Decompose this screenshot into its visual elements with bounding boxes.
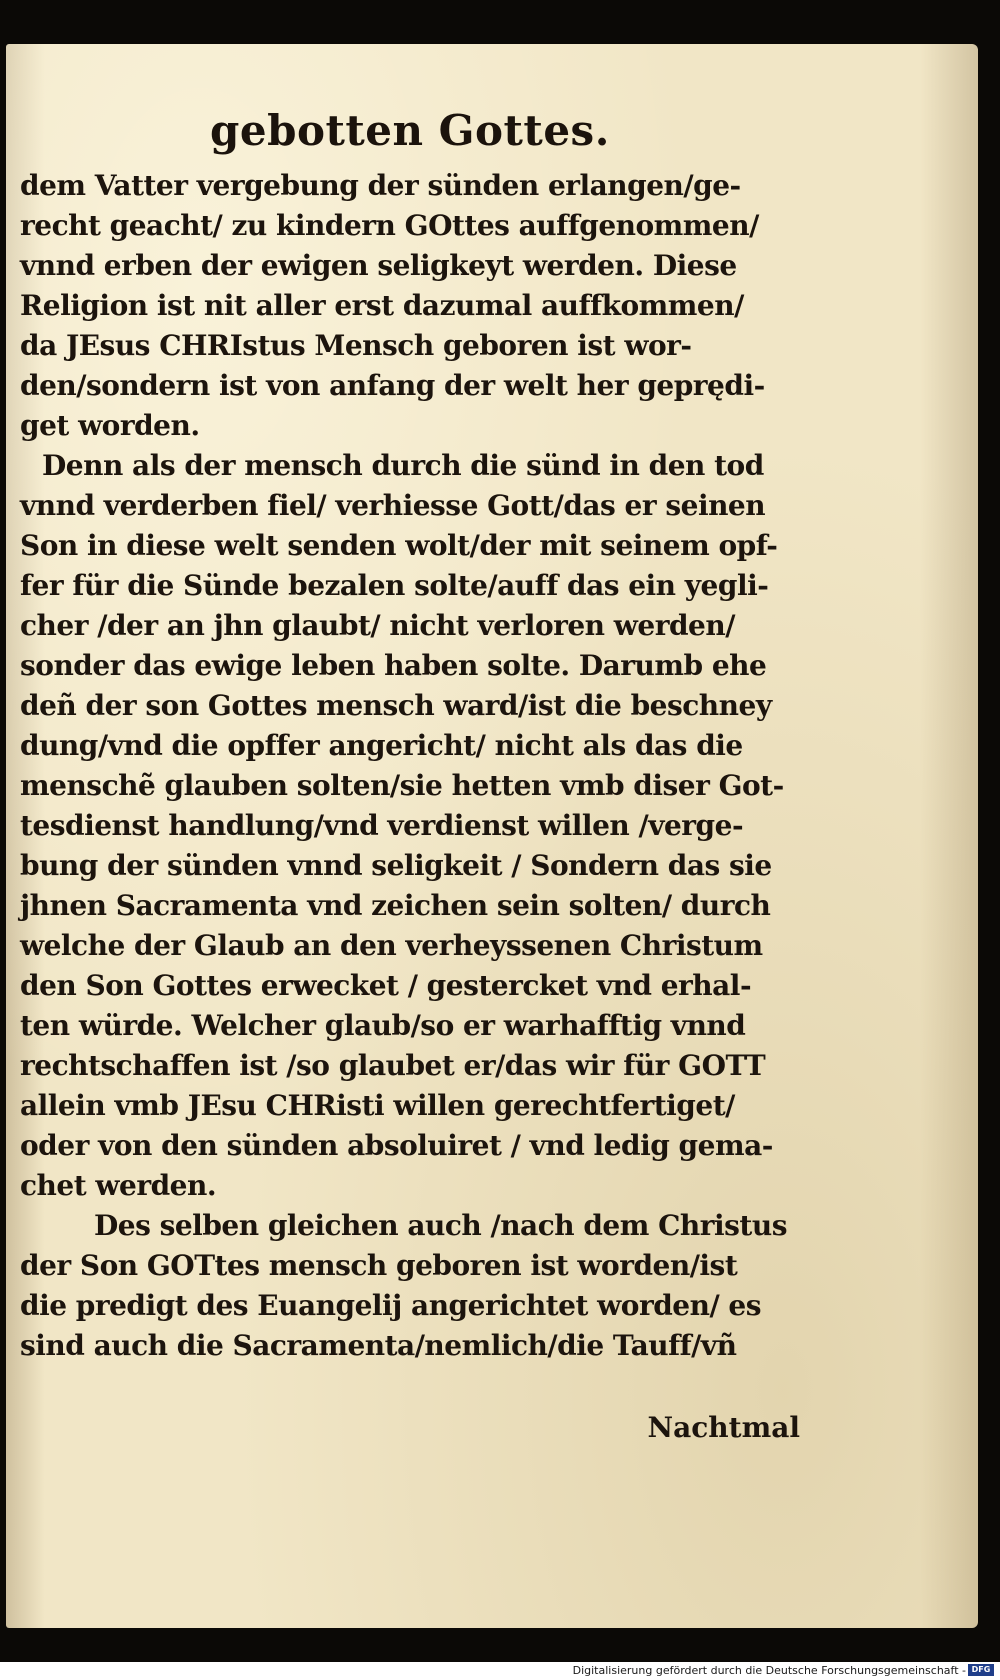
text-line: sonder das ewige leben haben solte. Darumb ehe — [20, 649, 767, 682]
text-line: Des selben gleichen auch /nach dem Christus — [94, 1209, 787, 1242]
text-line: welche der Glaub an den verheyssenen Christum — [20, 929, 763, 962]
text-line: vnnd verderben fiel/ verhiesse Gott/das er seinen — [20, 489, 766, 522]
text-line: dung/vnd die opffer angericht/ nicht als das die — [20, 729, 743, 762]
dfg-logo-icon: DFG — [968, 1664, 994, 1676]
text-line: fer für die Sünde bezalen solte/auff das ein yegli- — [20, 569, 769, 602]
funding-credit: Digitalisierung gefördert durch die Deutsche Forschungsgemeinschaft - — [572, 1664, 966, 1677]
text-line: jhnen Sacramenta vnd zeichen sein solten/ durch — [20, 889, 771, 922]
body-text — [20, 166, 820, 1366]
text-line: menschẽ glauben solten/sie hetten vmb diser Got- — [20, 769, 784, 802]
text-line: den/sondern ist von anfang der welt her geprędi- — [20, 369, 765, 402]
text-line: da JEsus CHRIstus Mensch geboren ist wor- — [20, 329, 692, 362]
text-line: vnnd erben der ewigen seligkeyt werden. Diese — [20, 249, 737, 282]
text-line: get worden. — [20, 409, 200, 442]
text-line: allein vmb JEsu CHRisti willen gerechtfertiget/ — [20, 1089, 735, 1122]
text-line: chet werden. — [20, 1169, 217, 1202]
text-line: Son in diese welt senden wolt/der mit seinem opf- — [20, 529, 778, 562]
running-title: gebotten Gottes. — [210, 106, 610, 155]
text-line: cher /der an jhn glaubt/ nicht verloren werden/ — [20, 609, 735, 642]
text-line: bung der sünden vnnd seligkeit / Sondern das sie — [20, 849, 772, 882]
text-line: der Son GOTtes mensch geboren ist worden/ist — [20, 1249, 738, 1282]
text-line: rechtschaffen ist /so glaubet er/das wir für GOTT — [20, 1049, 766, 1082]
text-line: sind auch die Sacramenta/nemlich/die Tauff/vñ — [20, 1329, 737, 1362]
text-line: die predigt des Euangelij angerichtet worden/ es — [20, 1289, 761, 1322]
text-line: den Son Gottes erwecket / gestercket vnd erhal- — [20, 969, 752, 1002]
text-line: recht geacht/ zu kindern GOttes auffgenommen/ — [20, 209, 759, 242]
text-line: oder von den sünden absoluiret / vnd ledig gema- — [20, 1129, 773, 1162]
catchword: Nachtmal — [647, 1411, 800, 1444]
text-line: Denn als der mensch durch die sünd in den tod — [42, 449, 764, 482]
text-line: tesdienst handlung/vnd verdienst willen /verge- — [20, 809, 744, 842]
text-line: ten würde. Welcher glaub/so er warhafftig vnnd — [20, 1009, 746, 1042]
text-line: deñ der son Gottes mensch ward/ist die beschney — [20, 689, 772, 722]
text-line: Religion ist nit aller erst dazumal auffkommen/ — [20, 289, 744, 322]
text-line: dem Vatter vergebung der sünden erlangen/ge- — [20, 169, 741, 202]
